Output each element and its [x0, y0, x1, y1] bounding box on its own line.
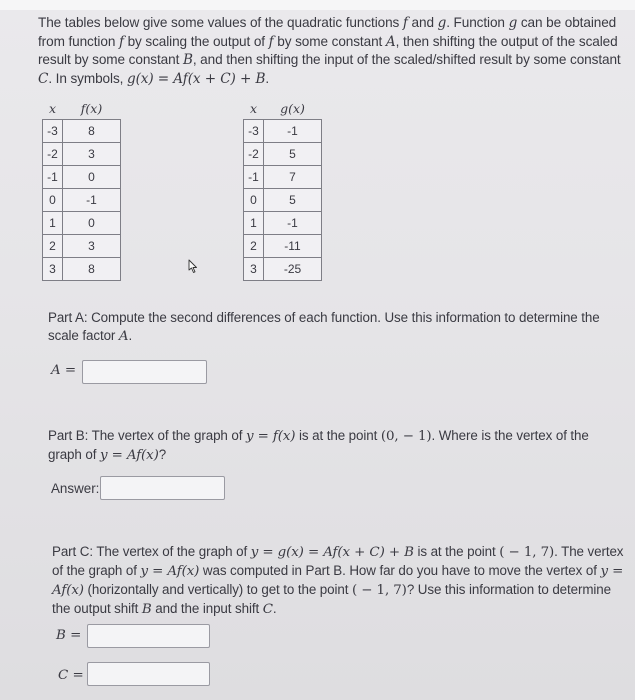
part-b-text-4: ? [158, 447, 167, 462]
math-c: C [262, 602, 273, 617]
table-g-y-cell: 5 [264, 189, 322, 212]
answer-a-input[interactable] [82, 360, 207, 384]
intro-text: can be obtained from function [38, 15, 617, 49]
answer-b-label: Answer: [51, 481, 100, 496]
table-row [244, 120, 322, 143]
table-f-x-cell: 2 [43, 235, 63, 258]
table-g-y-cell: -25 [264, 258, 322, 281]
answer-b-input[interactable] [100, 476, 225, 500]
table-row [43, 235, 121, 258]
part-c-text-4: was computed in Part B. How far do you have to move the vertex of [199, 563, 601, 578]
table-g-x-cell: -2 [244, 143, 264, 166]
intro-text: and [407, 15, 438, 30]
intro-text: . [265, 70, 270, 86]
table-g-x-cell: 0 [244, 189, 264, 212]
intro-paragraph [38, 14, 630, 88]
table-f-y-cell: 3 [63, 235, 121, 258]
intro-text: . In symbols, [48, 70, 127, 86]
table-f-y-cell: 0 [63, 212, 121, 235]
table-f-x-cell: 1 [43, 212, 63, 235]
table-f-x-cell: -3 [43, 120, 63, 143]
math-g: g [437, 15, 447, 31]
part-c-text-1: Part C: The vertex of the graph of [52, 544, 251, 559]
math-c: C [38, 70, 49, 87]
table-g-y-cell: -1 [264, 120, 322, 143]
table-f-header-y: f(x) [80, 101, 103, 116]
part-b-text-2: is at the point [295, 428, 381, 443]
table-row [244, 258, 322, 281]
intro-text: by some constant [273, 33, 386, 49]
part-c-text-5: (horizontally and vertically) to get to the point [83, 582, 352, 597]
math-eq: y = Af(x) [99, 448, 159, 463]
table-g-x-cell: -1 [244, 166, 264, 189]
table-row [244, 235, 322, 258]
math-eq: y = Af(x) [52, 564, 624, 598]
intro-text: by scaling the output of [123, 33, 269, 49]
math-eq: y = Af(x) [140, 564, 200, 579]
math-point: ( − 1, 7) [499, 545, 555, 560]
table-f-x-cell: -2 [43, 143, 63, 166]
input-c-label: C = [58, 668, 84, 683]
table-g-header-y: g(x) [280, 101, 305, 116]
mouse-pointer-icon [184, 258, 202, 276]
input-b-label: B = [56, 628, 82, 643]
table-g-header-x: x [249, 101, 258, 116]
table-row [43, 143, 121, 166]
answer-b-shift-input[interactable] [87, 624, 210, 648]
math-f: f [268, 33, 274, 50]
intro-text: The tables below give some values of the quadratic functions [38, 15, 403, 30]
table-f-x-cell: 0 [43, 189, 63, 212]
input-a-label: A = [51, 363, 77, 378]
part-b-text-3: . Where is the vertex of the graph of [48, 428, 589, 462]
math-eq: y = f(x) [245, 429, 296, 444]
table-row [43, 189, 121, 212]
table-f-header-x: x [48, 101, 57, 116]
top-strip [0, 0, 635, 10]
part-c-text-7: and the input shift [151, 601, 263, 616]
table-g-y-cell: -1 [264, 212, 322, 235]
part-c-text-2: is at the point [413, 544, 500, 559]
math-f: f [118, 33, 124, 50]
table-g-x-cell: -3 [244, 120, 264, 143]
intro-text: , then shifting the output of the scaled result by some constant [38, 33, 618, 67]
table-row [244, 166, 322, 189]
math-formula: g(x) = Af(x + C) + B [127, 70, 266, 87]
math-a: A [385, 33, 396, 50]
table-f-y-cell: -1 [63, 189, 121, 212]
table-row [244, 189, 322, 212]
intro-text: . Function [446, 15, 509, 30]
table-f-y-cell: 0 [63, 166, 121, 189]
table-g-x-cell: 1 [244, 212, 264, 235]
table-f-y-cell: 8 [63, 258, 121, 281]
table-row [43, 212, 121, 235]
table-row [244, 212, 322, 235]
math-point: (0, − 1) [380, 429, 432, 444]
table-g-x-cell: 3 [244, 258, 264, 281]
part-a-text-1: Part A: Compute the second differences of each function. Use this information to determine the scale factor [48, 310, 600, 343]
table-f-x-cell: -1 [43, 166, 63, 189]
math-b: B [141, 602, 152, 617]
table-f-y-cell: 8 [63, 120, 121, 143]
table-row [244, 143, 322, 166]
table-g-y-cell: 5 [264, 143, 322, 166]
table-f-x-cell: 3 [43, 258, 63, 281]
part-c-text-8: . [272, 601, 277, 616]
table-g-x-cell: 2 [244, 235, 264, 258]
table-row [43, 166, 121, 189]
part-c-text [52, 543, 628, 619]
table-row [43, 258, 121, 281]
part-c-text-3: . The vertex of the graph of [52, 544, 624, 578]
part-b-text-1: Part B: The vertex of the graph of [48, 428, 246, 443]
intro-text: , and then shifting the input of the scaled/shifted result by some constant [192, 52, 621, 67]
math-f: f [402, 15, 408, 31]
table-f-y-cell: 3 [63, 143, 121, 166]
math-eq: y = g(x) = Af(x + C) + B [250, 545, 414, 560]
math-g: g [508, 15, 518, 31]
math-a: A [118, 329, 129, 344]
part-c-text-6: ? Use this information to determine the output shift [52, 582, 611, 616]
part-a-text [48, 309, 618, 346]
table-g [243, 98, 322, 281]
answer-c-shift-input[interactable] [87, 662, 210, 686]
table-g-y-cell: -11 [264, 235, 322, 258]
table-f [42, 98, 121, 281]
table-g-y-cell: 7 [264, 166, 322, 189]
table-row [43, 120, 121, 143]
part-a-text-2: . [128, 328, 133, 343]
part-b-text [48, 427, 618, 465]
math-b: B [182, 52, 193, 68]
math-point: ( − 1, 7) [351, 583, 407, 598]
